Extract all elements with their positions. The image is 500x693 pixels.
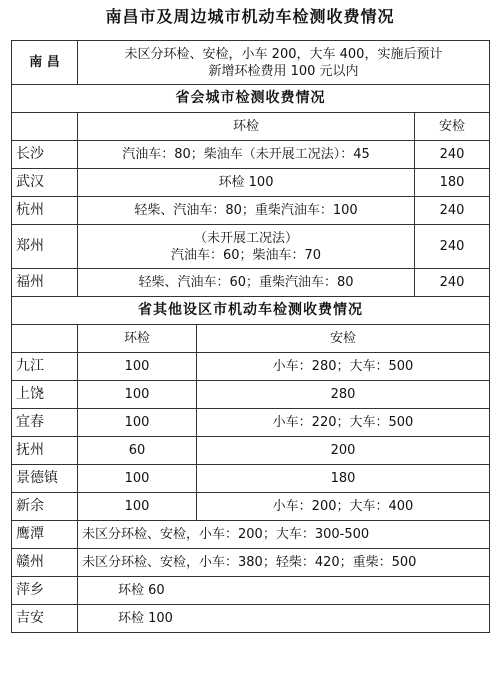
document-title: 南昌市及周边城市机动车检测收费情况 [105,7,395,26]
safety-cell: 180 [197,465,490,493]
env-cell: 汽油车：80；柴油车（未开展工况法）：45 [78,141,415,169]
env-cell: 轻柴、汽油车：80；重柴汽油车：100 [78,197,415,225]
safety-cell: 小车：200；大车：400 [197,493,490,521]
table-row [12,605,490,633]
env-cell-line1: （未开展工况法） [193,230,298,246]
nanchang-fee-line2: 新增环检费用 100 元以内 [208,63,359,79]
table-row [12,381,490,409]
table-row [12,577,490,605]
fee-table [11,40,490,633]
combined-fee-cell: 环检 100 [78,605,490,633]
safety-cell: 小车：280；大车：500 [197,353,490,381]
combined-fee-cell: 环检 60 [78,577,490,605]
city-cell: 抚州 [12,437,78,465]
combined-fee-cell: 未区分环检、安检，小车：200；大车：300-500 [78,521,490,549]
nanchang-fee-line1: 未区分环检、安检，小车 200，大车 400，实施后预计 [124,46,443,62]
city-cell: 萍乡 [12,577,78,605]
blank-header-cell [12,113,78,141]
table-row [12,409,490,437]
city-cell: 郑州 [12,225,78,269]
city-cell: 九江 [12,353,78,381]
safety-header: 安检 [197,325,490,353]
safety-cell: 200 [197,437,490,465]
env-cell: 100 [78,493,197,521]
table-row [12,521,490,549]
env-header: 环检 [78,113,415,141]
safety-cell: 240 [415,197,490,225]
table-row [12,169,490,197]
combined-fee-cell: 未区分环检、安检，小车：380；轻柴：420；重柴：500 [78,549,490,577]
table-row [12,549,490,577]
safety-cell: 240 [415,269,490,297]
safety-cell: 280 [197,381,490,409]
safety-cell: 小车：220；大车：500 [197,409,490,437]
city-cell: 长沙 [12,141,78,169]
env-cell: 60 [78,437,197,465]
env-cell-line2: 汽油车：60；柴油车：70 [170,247,322,263]
city-cell: 鹰潭 [12,521,78,549]
env-cell [78,225,415,269]
table-row [12,225,490,269]
city-cell: 福州 [12,269,78,297]
env-cell: 100 [78,409,197,437]
nanchang-fee-cell [78,41,490,85]
table-row [12,437,490,465]
env-cell: 轻柴、汽油车：60；重柴汽油车：80 [78,269,415,297]
table-row [12,141,490,169]
env-cell: 100 [78,465,197,493]
safety-cell: 180 [415,169,490,197]
env-cell: 100 [78,381,197,409]
section-header-other [12,297,490,325]
city-cell: 上饶 [12,381,78,409]
city-cell: 新余 [12,493,78,521]
table-row [12,197,490,225]
table-header-row [12,113,490,141]
section-title: 省会城市检测收费情况 [12,85,490,113]
blank-header-cell [12,325,78,353]
city-cell: 武汉 [12,169,78,197]
safety-header: 安检 [415,113,490,141]
section-title: 省其他设区市机动车检测收费情况 [12,297,490,325]
table-row-nanchang [12,41,490,85]
env-cell: 100 [78,353,197,381]
table-row [12,269,490,297]
safety-cell: 240 [415,225,490,269]
env-cell: 环检 100 [78,169,415,197]
city-cell: 杭州 [12,197,78,225]
city-cell: 宜春 [12,409,78,437]
env-header: 环检 [78,325,197,353]
table-row [12,353,490,381]
table-header-row [12,325,490,353]
city-cell: 赣州 [12,549,78,577]
city-cell: 景德镇 [12,465,78,493]
table-row [12,465,490,493]
city-cell: 南 昌 [12,41,78,85]
table-row [12,493,490,521]
section-header-provincial [12,85,490,113]
city-cell: 吉安 [12,605,78,633]
safety-cell: 240 [415,141,490,169]
